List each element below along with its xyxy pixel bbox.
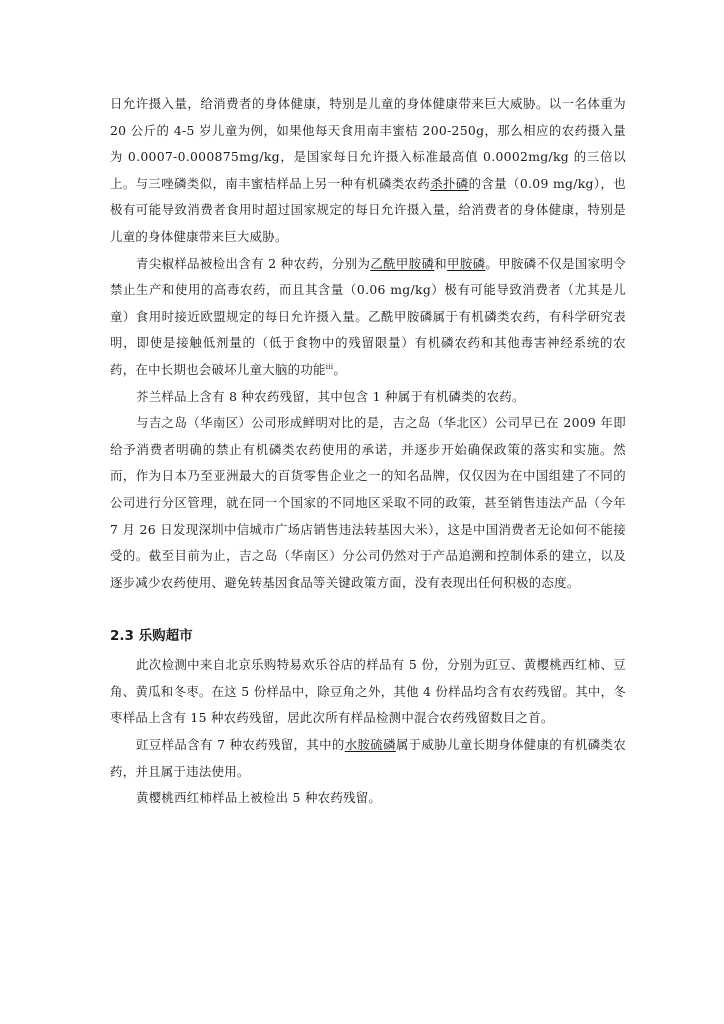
paragraph-green-pepper: 青尖椒样品被检出含有 2 种农药，分别为乙酰甲胺磷和甲胺磷。甲胺磷不仅是国家明令禁止生产和使用的高毒农药，而且其含量（0.06 mg/kg）极有可能导致消费者（尤其是儿童）食用时接近欧盟规定的每日允许摄入量。乙酰甲胺磷属于有机磷类农药，有科学研究表明，即使是接触低剂量的（低于食物中的残留限量）有机磷农药和其他毒害神经系统的农药，在中长期也会破坏儿童大脑的功能$^{iii}$。 bbox=[110, 255, 626, 377]
pesticide-acephate: 乙酰甲胺磷 bbox=[370, 255, 435, 271]
pesticide-methidathion: 杀扑磷 bbox=[430, 175, 469, 191]
pesticide-methamidophos: 甲胺磷 bbox=[447, 255, 486, 271]
paragraph-kale: 芥兰样品上含有 8 种农药残留，其中包含 1 种属于有机磷类的农药。 bbox=[136, 388, 525, 404]
paragraph-yellow-cherry-tomato: 黄樱桃西红柿样品上被检出 5 种农药残留。 bbox=[136, 790, 382, 806]
footnote-ref: iii bbox=[325, 362, 334, 371]
document-body bbox=[110, 91, 626, 812]
paragraph-cowpea: 豇豆样品含有 7 种农药残留，其中的水胺硫磷属于威胁儿童长期身体健康的有机磷类农药，并且属于违法使用。 bbox=[110, 737, 627, 779]
paragraph-jusco-comparison: 与吉之岛（华南区）公司形成鲜明对比的是，吉之岛（华北区）公司早已在 2009 年即给予消费者明确的禁止有机磷类农药使用的承诺，并逐步开始确保政策的落实和实施。然而，作为日本乃至亚洲最大的百货零售企业之一的知名品牌，仅仅因为在中国组建了不同的公司进行分区管理，就在同一个国家的不同地区采取不同的政策，甚至销售违法产品（今年 7 月 26 日发现深圳中信城市广场店销售违法转基因大米），这是中国消费者无论如何不能接受的。截至目前为止，吉之岛（华南区）分公司仍然对于产品追溯和控制体系的建立，以及逐步减少农药使用、避免转基因食品等关键政策方面，没有表现出任何积极的态度。 bbox=[110, 415, 626, 590]
paragraph-tesco-samples: 此次检测中来自北京乐购特易欢乐谷店的样品有 5 份，分别为豇豆、黄樱桃西红柿、豆角、黄瓜和冬枣。在这 5 份样品中，除豆角之外，其他 4 份样品均含有农药残留。其中，冬枣样品上含有 15 种农药残留，居此次所有样品检测中混合农药残留数目之首。 bbox=[110, 657, 626, 726]
paragraph-nanfeng-orange: 日允许摄入量，给消费者的身体健康，特别是儿童的身体健康带来巨大威胁。以一名体重为 20 公斤的 4-5 岁儿童为例，如果他每天食用南丰蜜桔 200-250g，那么相应的农药摄入量为 0.0007-0.000875mg/kg，是国家每日允许摄入标准最高值 0.0002mg/kg 的三倍以上。与三唑磷类似，南丰蜜桔样品上另一种有机磷类农药杀扑磷的含量（0.09 mg/kg），也极有可能导致消费者食用时超过国家规定的每日允许摄入量，给消费者的身体健康，特别是儿童的身体健康带来巨大威胁。 bbox=[110, 96, 626, 244]
pesticide-isocarbophos: 水胺硫磷 bbox=[344, 737, 396, 753]
section-heading: 2.3 乐购超市 bbox=[110, 628, 193, 645]
